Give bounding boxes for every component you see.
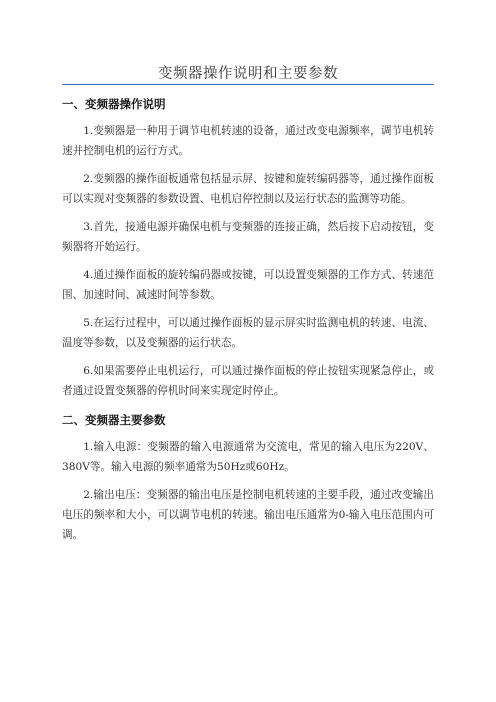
document-body xyxy=(62,95,434,553)
document-title: 变频器操作说明和主要参数 xyxy=(158,66,338,82)
section-heading: 一、变频器操作说明 xyxy=(62,97,166,111)
paragraph: 5.在运行过程中，可以通过操作面板的显示屏实时监测电机的转速、电流、温度等参数，以及变频器的运行状态。 xyxy=(62,317,434,349)
title-divider xyxy=(62,84,434,85)
paragraph: 2.变频器的操作面板通常包括显示屏、按键和旋转编码器等，通过操作面板可以实现对变频器的参数设置、电机启停控制以及运行状态的监测等功能。 xyxy=(62,173,434,205)
paragraph: 2.输出电压：变频器的输出电压是控制电机转速的主要手段，通过改变输出电压的频率和大小，可以调节电机的转速。输出电压通常为0-输入电压范围内可调。 xyxy=(62,489,434,541)
paragraph: 4.通过操作面板的旋转编码器或按键，可以设置变频器的工作方式、转速范围、加速时间、减速时间等参数。 xyxy=(62,269,434,301)
paragraph: 1.变频器是一种用于调节电机转速的设备，通过改变电源频率，调节电机转速并控制电机的运行方式。 xyxy=(62,125,434,157)
section-operation-instructions xyxy=(62,95,434,401)
paragraph: 6.如果需要停止电机运行，可以通过操作面板的停止按钮实现紧急停止，或者通过设置变频器的停机时间来实现定时停止。 xyxy=(62,365,434,397)
section-heading: 二、变频器主要参数 xyxy=(62,413,166,427)
section-main-parameters xyxy=(62,411,434,545)
paragraph: 1.输入电源：变频器的输入电源通常为交流电，常见的输入电压为220V、380V等。输入电源的频率通常为50Hz或60Hz。 xyxy=(62,441,434,473)
paragraph: 3.首先，接通电源并确保电机与变频器的连接正确，然后按下启动按钮，变频器将开始运行。 xyxy=(62,221,434,253)
